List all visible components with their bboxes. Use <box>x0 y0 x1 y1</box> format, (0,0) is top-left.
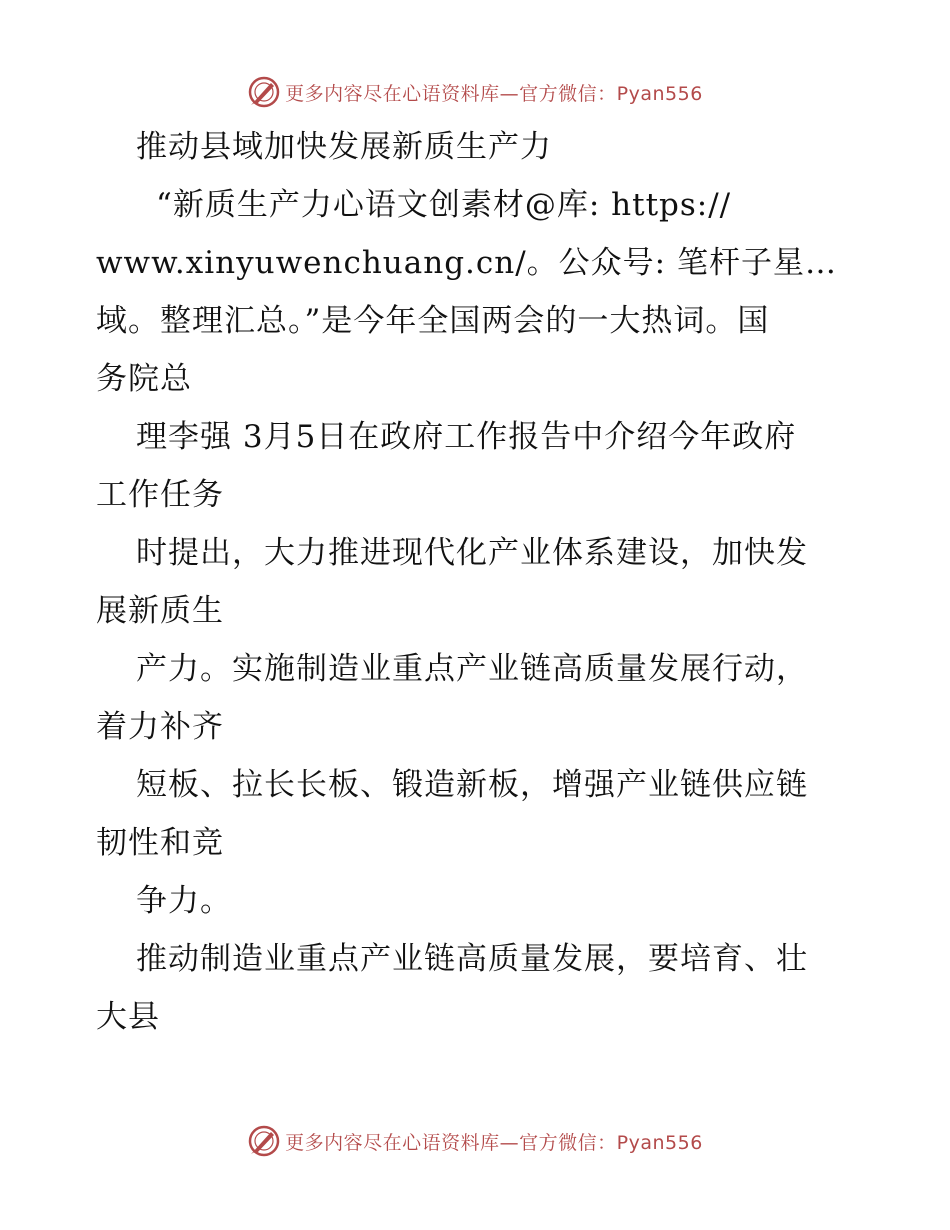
text-line: 短板、拉长长板、锻造新板，增强产业链供应链 <box>136 767 808 803</box>
quill-circle-logo-icon <box>247 1124 281 1158</box>
text-line: 展新质生 <box>96 593 224 629</box>
text-line: 域。整理汇总。”是今年全国两会的一大热词。国 <box>96 303 770 339</box>
banner-text: 更多内容尽在心语资料库—官方微信：Pyan556 <box>285 1131 703 1154</box>
text-line: 韧性和竞 <box>96 825 224 861</box>
quill-circle-logo-icon <box>247 75 281 109</box>
document-title: 推动县域加快发展新质生产力 <box>136 129 552 165</box>
text-line: 大县 <box>96 999 160 1035</box>
footer-watermark-banner <box>0 1121 950 1161</box>
header-watermark-banner <box>0 72 950 112</box>
text-line: 产力。实施制造业重点产业链高质量发展行动， <box>136 651 808 687</box>
text-line: “新质生产力心语文创素材@库: https:// <box>156 187 732 223</box>
text-line: 时提出，大力推进现代化产业体系建设，加快发 <box>136 535 808 571</box>
text-line: 理李强 3月5日在政府工作报告中介绍今年政府 <box>136 419 797 455</box>
document-body <box>96 118 856 1046</box>
text-line: 推动制造业重点产业链高质量发展，要培育、壮 <box>136 941 808 977</box>
text-line: www.xinyuwenchuang.cn/。公众号: 笔杆子星… <box>96 245 837 281</box>
text-line: 争力。 <box>136 883 232 919</box>
text-line: 务院总 <box>96 361 192 397</box>
text-line: 工作任务 <box>96 477 224 513</box>
banner-text: 更多内容尽在心语资料库—官方微信：Pyan556 <box>285 82 703 105</box>
text-line: 着力补齐 <box>96 709 224 745</box>
